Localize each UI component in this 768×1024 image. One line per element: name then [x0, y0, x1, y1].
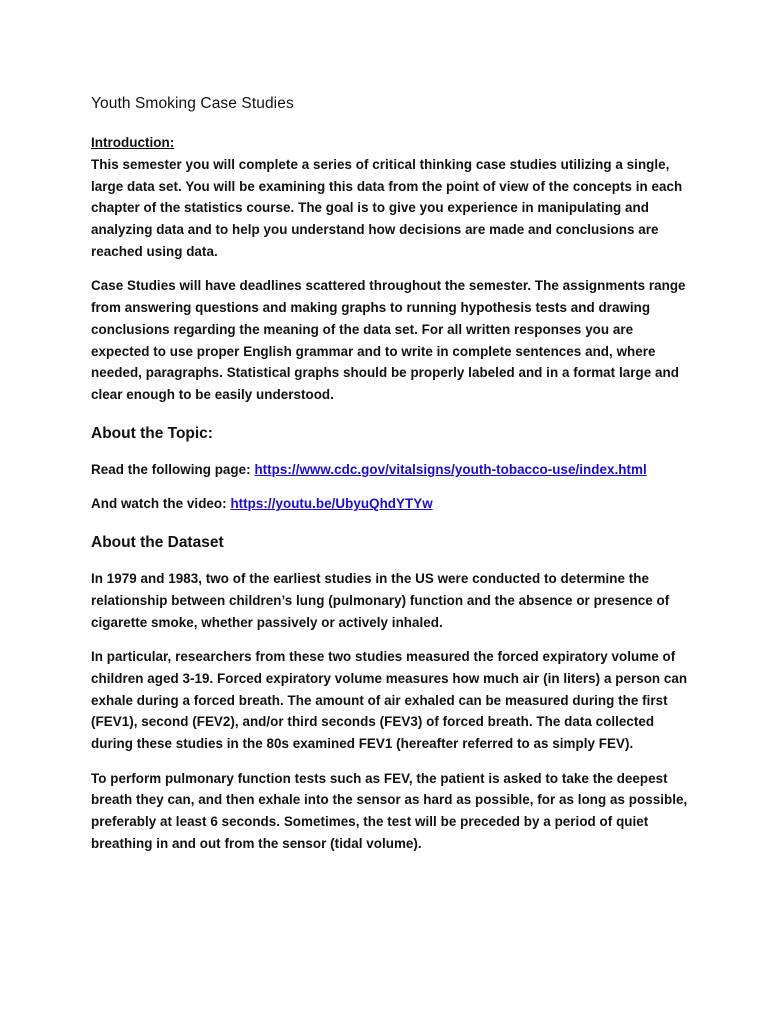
watch-video-label: And watch the video: — [91, 496, 231, 512]
dataset-paragraph-3: To perform pulmonary function tests such as FEV, the patient is asked to take the deepest breath they can, and then exhale into the sensor as hard as possible, for as long as possible, preferably at least 6 seconds. Sometimes, the test will be preceded by a period of quiet breathing in and out from the sensor (tidal volume). — [91, 770, 688, 851]
topic-heading: About the Topic: — [91, 425, 213, 443]
dataset-paragraph-1: In 1979 and 1983, two of the earliest studies in the US were conducted to determine the relationship between children’s lung (pulmonary) function and the absence or presence of cigarette smoke, whether passively or actively inhaled. — [91, 571, 670, 630]
read-page-label: Read the following page: — [91, 462, 255, 478]
introduction-heading: Introduction: — [91, 135, 175, 150]
document-content — [91, 93, 691, 867]
watch-video-line — [91, 493, 691, 515]
introduction-paragraph-1: This semester you will complete a series of critical thinking case studies utilizing a single, large data set. You will be examining this data from the point of view of the concepts in each chapter of the statistics course. The goal is to give you experience in manipulating and analyzing data and to help you understand how decisions are made and conclusions are reached using data. — [91, 156, 683, 259]
youtube-video-link[interactable]: https://youtu.be/UbyuQhdYTYw — [230, 496, 433, 512]
document-title: Youth Smoking Case Studies — [91, 95, 294, 112]
dataset-paragraph-2: In particular, researchers from these two studies measured the forced expiratory volume of children aged 3-19. Forced expiratory volume measures how much air (in liters) a person can exhale during a forced breath. The amount of air exhaled can be measured during the first (FEV1), second (FEV2), and/or third seconds (FEV3) of forced breath. The data collected during these studies in the 80s examined FEV1 (hereafter referred to as simply FEV). — [91, 649, 688, 752]
dataset-heading: About the Dataset — [91, 534, 224, 552]
cdc-page-link[interactable]: https://www.cdc.gov/vitalsigns/youth-tobacco-use/index.html — [254, 462, 647, 478]
read-page-line — [91, 459, 691, 481]
introduction-paragraph-2: Case Studies will have deadlines scattered throughout the semester. The assignments range from answering questions and making graphs to running hypothesis tests and drawing conclusions regarding the meaning of the data set. For all written responses you are expected to use proper English grammar and to write in complete sentences and, where needed, paragraphs. Statistical graphs should be properly labeled and in a format large and clear enough to be easily understood. — [91, 278, 686, 403]
